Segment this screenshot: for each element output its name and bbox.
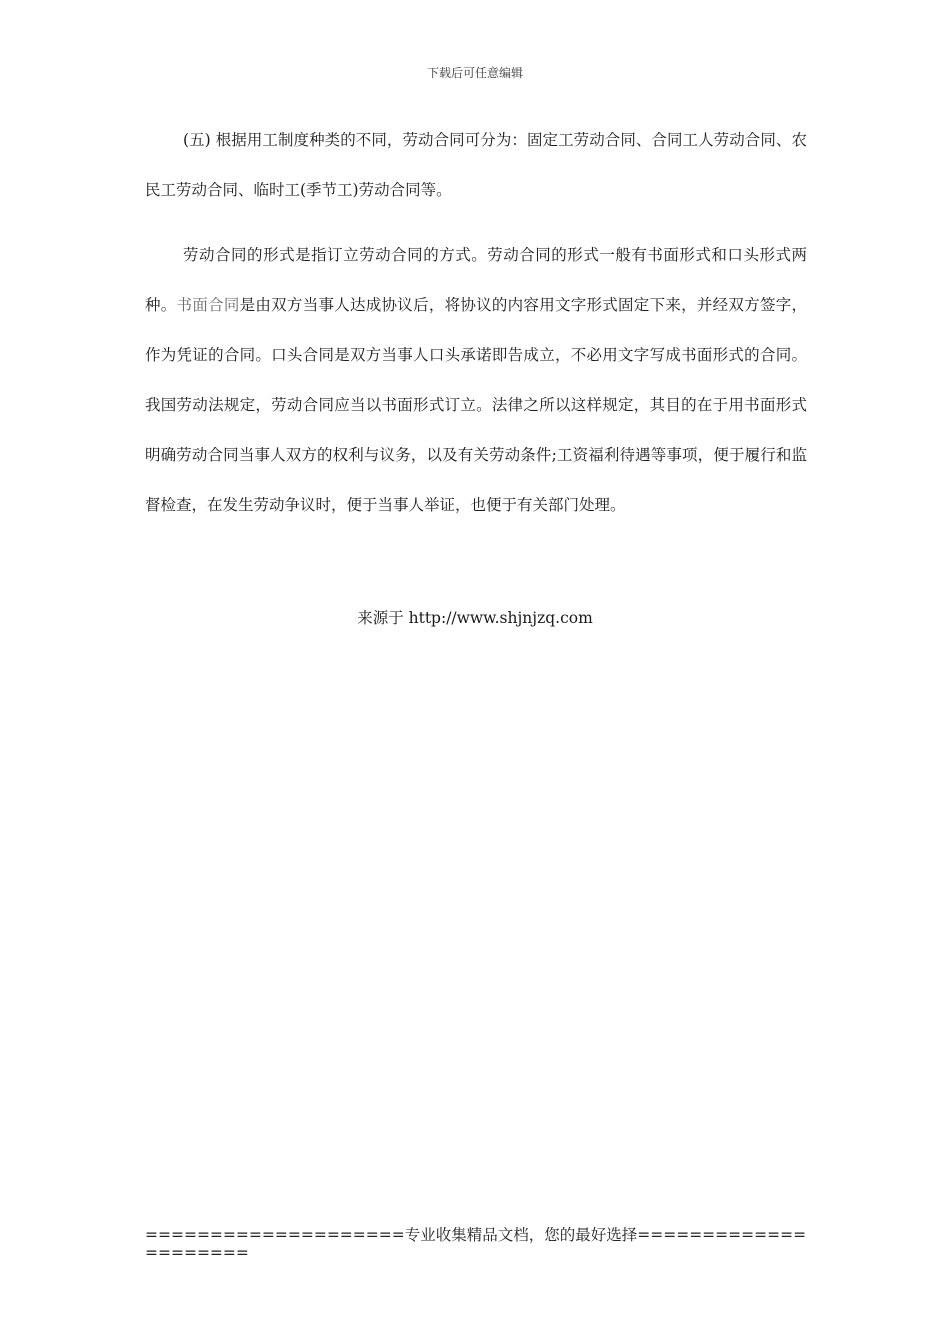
paragraph-contract-types: (五) 根据用工制度种类的不同，劳动合同可分为：固定工劳动合同、合同工人劳动合同、农民工劳动合同、临时工(季节工)劳动合同等。 [145, 131, 807, 199]
source-line: 来源于 http://www.shjnjzq.com [357, 609, 593, 627]
page-header: 下载后可任意编辑 [426, 66, 523, 80]
paragraph-text-intro: 劳动合同的形式是指订立劳动合同的方式。劳动合同的形式一般有书面形式和口头形式两种。 [145, 246, 807, 314]
paragraph-contract-forms [145, 230, 807, 530]
paragraph-text-body: 是由双方当事人达成协议后，将协议的内容用文字形式固定下来，并经双方签字，作为凭证的合同。口头合同是双方当事人口头承诺即告成立，不必用文字写成书面形式的合同。我国劳动法规定，劳动合同应当以书面形式订立。法律之所以这样规定，其目的在于用书面形式明确劳动合同当事人双方的权利与议务，以及有关劳动条件;工资福利待遇等事项，便于履行和监督检查，在发生劳动争议时，便于当事人举证，也便于有关部门处理。 [145, 296, 807, 514]
footer-banner: ====================专业收集精品文档，您的最好选择===================== [145, 1226, 807, 1262]
written-contract-link[interactable]: 书面合同 [176, 296, 240, 314]
